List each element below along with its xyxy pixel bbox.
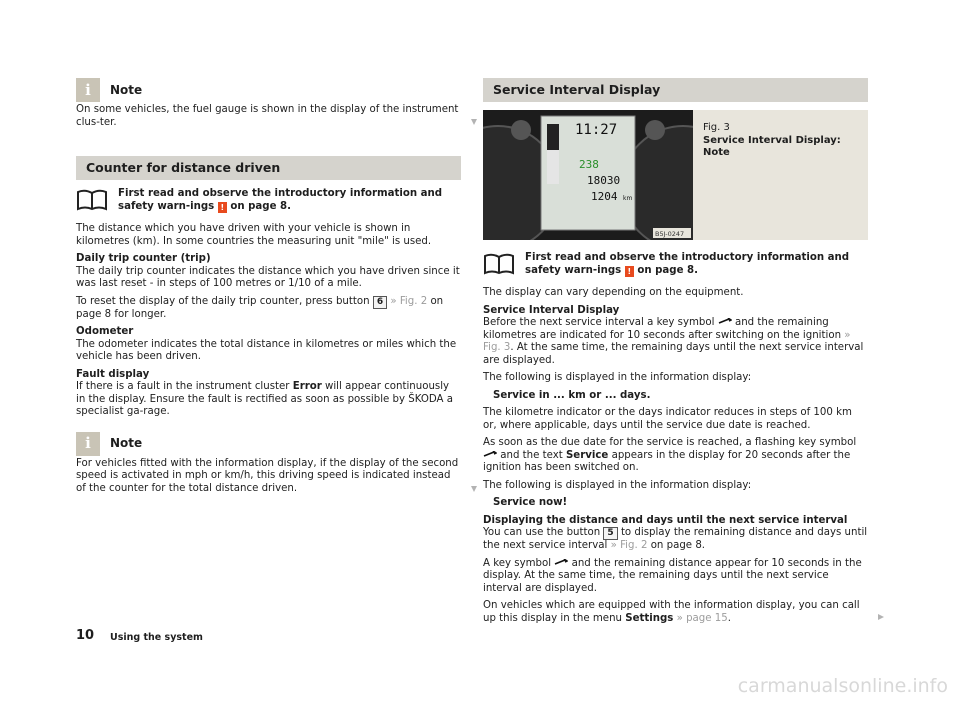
reset-paragraph: To reset the display of the daily trip counter, press button 6 » Fig. 2 on page 8 for longer. xyxy=(76,295,444,320)
section-title: Counter for distance driven xyxy=(76,156,461,180)
note-text: On some vehicles, the fuel gauge is shown in the display of the instrument clus-ter. xyxy=(76,104,461,129)
open-book-icon xyxy=(483,253,515,275)
note-title-2: Note xyxy=(110,436,143,451)
wrench-key-icon xyxy=(554,559,568,565)
left-column xyxy=(76,78,461,500)
following-paragraph-1: The following is displayed in the information display: xyxy=(483,372,752,383)
right-column xyxy=(483,78,868,630)
figure-title: Service Interval Display: Note xyxy=(703,134,841,158)
info-icon: i xyxy=(76,432,100,456)
due-paragraph: As soon as the due date for the service is reached, a flashing key symbol and the text Service appears in the display for 20 seconds after the ignition has been switched on. xyxy=(483,437,857,473)
service-in-text: Service in ... km or ... days. xyxy=(493,389,651,401)
sid-paragraph: Service Interval Display Before the next service interval a key symbol and the remaining kilometres are indicated for 10 seconds after switching on the ignition » Fig. 3. At the same time, the remaining days until the next service interval are displayed. xyxy=(483,304,864,366)
end-of-section-icon xyxy=(471,486,477,492)
note-text-2: For vehicles fitted with the information display, if the display of the second speed is activated in mph or km/h, this driving speed is indicated instead of the counter for the total distance driven. xyxy=(76,458,461,496)
figure-label: Fig. 3 xyxy=(703,122,730,133)
fig-3-link[interactable]: » Fig. 3 xyxy=(483,329,851,353)
svg-text:B5J-0247: B5J-0247 xyxy=(655,230,685,238)
continue-arrow-icon xyxy=(878,614,884,620)
button-5-ref: 5 xyxy=(603,527,617,540)
svg-text:km: km xyxy=(623,195,633,202)
page-15-link[interactable]: » page 15 xyxy=(676,612,728,624)
vary-paragraph: The display can vary depending on the equipment. xyxy=(483,287,744,298)
trip-title: Daily trip counter (trip) xyxy=(76,253,211,264)
fig-2-link[interactable]: » Fig. 2 xyxy=(390,295,428,307)
svg-text:11:27: 11:27 xyxy=(575,122,618,138)
key-paragraph: A key symbol and the remaining distance appear for 10 seconds in the display. At the same time, the remaining days until the next service interval are displayed. xyxy=(483,557,862,594)
info-icon: i xyxy=(76,78,100,102)
service-now-text: Service now! xyxy=(493,497,568,508)
open-book-icon xyxy=(76,189,108,211)
odometer-title: Odometer xyxy=(76,326,134,337)
svg-text:18030: 18030 xyxy=(587,174,621,187)
display-paragraph: Displaying the distance and days until the next service interval You can use the button 5 to display the remaining distance and days until the next service interval » Fig. 2 on page 8. xyxy=(483,514,868,551)
sid-title: Service Interval Display xyxy=(483,304,620,316)
page-number: 10 xyxy=(76,628,95,643)
warning-text: First read and observe the introductory information and safety warn-ings ! on page 8. xyxy=(118,188,443,212)
warning-row xyxy=(483,252,868,277)
figure-3 xyxy=(483,110,868,240)
note-title: Note xyxy=(110,82,143,97)
warning-exclamation-icon: ! xyxy=(625,266,634,277)
warning-text: First read and observe the introductory information and safety warn-ings ! on page 8. xyxy=(525,252,850,276)
display-title: Displaying the distance and days until the next service interval xyxy=(483,514,848,526)
note-header-2 xyxy=(76,432,461,456)
section-title: Service Interval Display xyxy=(483,78,868,102)
warning-row xyxy=(76,188,461,213)
trip-paragraph: Daily trip counter (trip) The daily trip counter indicates the distance which you have driven since it was last reset - in steps of 100 metres or 1/10 of a mile. xyxy=(76,253,460,289)
button-6-ref: 6 xyxy=(373,296,387,309)
footer-section: Using the system xyxy=(110,632,203,643)
note-header xyxy=(76,78,461,102)
wrench-key-icon xyxy=(718,318,732,324)
warning-exclamation-icon: ! xyxy=(218,202,227,213)
reduces-paragraph: The kilometre indicator or the days indicator reduces in steps of 100 km or, where applicable, days until the service due date is reached. xyxy=(483,407,852,431)
fault-title: Fault display xyxy=(76,368,150,380)
end-of-section-icon xyxy=(471,119,477,125)
following-paragraph-2: The following is displayed in the information display: xyxy=(483,479,752,491)
instrument-cluster-image xyxy=(483,110,693,240)
fault-paragraph: Fault display If there is a fault in the instrument cluster Error will appear continuously in the display. Ensure the fault is rectified as soon as possible by ŠKODA a specialist ga-rage. xyxy=(76,368,453,417)
odometer-paragraph: Odometer The odometer indicates the total distance in kilometres or miles which the vehicle has been driven. xyxy=(76,326,457,362)
intro-paragraph: The distance which you have driven with your vehicle is shown in kilometres (km). In some countries the measuring unit "mile" is used. xyxy=(76,223,432,247)
menu-paragraph: On vehicles which are equipped with the information display, you can call up this display in the menu Settings » page 15. xyxy=(483,600,868,625)
svg-text:1204: 1204 xyxy=(591,190,618,203)
wrench-key-icon xyxy=(483,451,497,457)
fig-2-link[interactable]: » Fig. 2 xyxy=(610,540,648,551)
figure-caption xyxy=(703,122,868,160)
svg-text:238: 238 xyxy=(579,158,599,171)
watermark: carmanualsonline.info xyxy=(737,675,948,697)
